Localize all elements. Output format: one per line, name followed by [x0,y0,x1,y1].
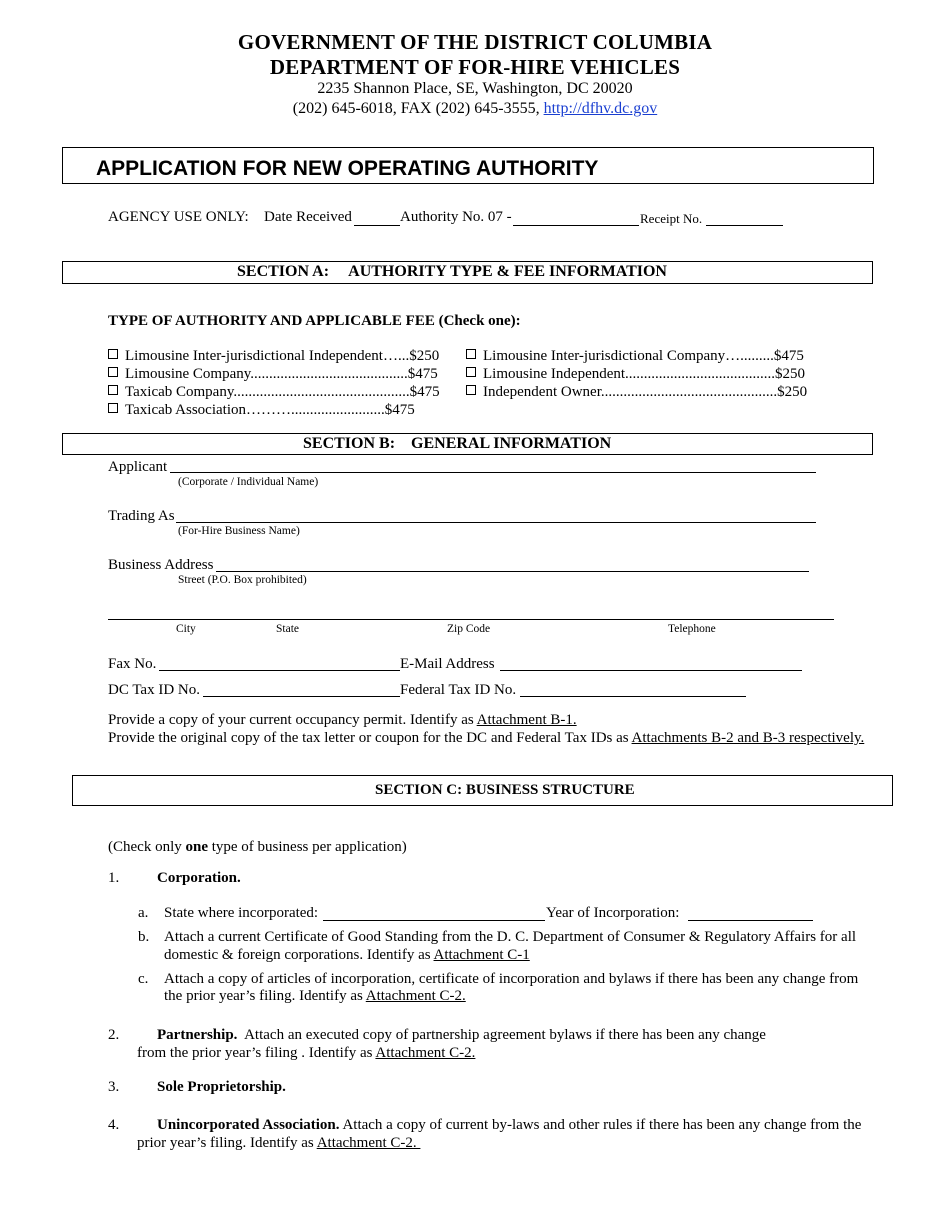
section-c-title: SECTION C: BUSINESS STRUCTURE [375,782,635,798]
partnership-line2: from the prior year’s filing . Identify as Attachment C-2. [137,1045,476,1061]
agency-use-label: AGENCY USE ONLY: [108,209,249,225]
department-name: DEPARTMENT OF FOR-HIRE VEHICLES [269,55,681,79]
attachment-c2: Attachment C-2. [375,1045,476,1061]
option-taxicab-association[interactable]: Taxicab Association……….........................$475 [108,402,415,419]
item3-number: 3. [108,1079,120,1095]
dc-tax-id-label: DC Tax ID No. [108,682,200,698]
occupancy-permit-note: Provide a copy of your current occupancy permit. Identify as Attachment B-1. [108,712,577,728]
unincorporated-line2: prior year’s filing. Identify as Attachment C-2. [137,1135,421,1151]
good-standing-line1: Attach a current Certificate of Good Standing from the D. C. Department of Consumer & Regulatory Affairs for all [164,929,857,945]
fax-field[interactable] [159,670,400,671]
authority-no-field[interactable] [513,225,639,226]
checkbox[interactable] [108,385,118,395]
authority-no-label: Authority No. 07 - [400,209,512,225]
authority-type-heading: TYPE OF AUTHORITY AND APPLICABLE FEE (Check one): [108,313,521,329]
good-standing-line2: domestic & foreign corporations. Identify as Attachment C-1 [164,947,530,963]
phone-fax: (202) 645-6018, FAX (202) 645-3555, [292,100,540,117]
agency-contact [0,100,950,118]
articles-line2: the prior year’s filing. Identify as Attachment C-2. [164,988,466,1004]
section-b-title: SECTION B: GENERAL INFORMATION [303,435,612,452]
unincorporated-association-option[interactable]: Unincorporated Association. [157,1117,340,1133]
business-type-instruction: (Check only one type of business per application) [108,839,407,855]
receipt-no-field[interactable] [706,225,783,226]
applicant-label: Applicant [108,459,168,475]
fax-label: Fax No. [108,656,157,672]
date-received-label: Date Received [264,209,352,225]
checkbox[interactable] [108,349,118,359]
state-incorporated-field[interactable] [323,920,545,921]
option-limousine-company[interactable]: Limousine Company..........................................$475 [108,366,438,383]
agency-name: GOVERNMENT OF THE DISTRICT COLUMBIA [237,30,713,54]
form-title: APPLICATION FOR NEW OPERATING AUTHORITY [96,157,599,180]
email-label: E-Mail Address [400,656,495,672]
unincorporated-line1: Unincorporated Association. Attach a copy of current by-laws and other rules if there has been any change from the [157,1117,862,1133]
city-state-zip-phone-field[interactable] [108,619,834,620]
attachment-c2: Attachment C-2. [316,1135,421,1151]
year-incorporation-field[interactable] [688,920,813,921]
dc-tax-id-field[interactable] [203,696,400,697]
trading-as-field[interactable] [176,522,816,523]
option-limo-interjurisdictional-company[interactable]: Limousine Inter-jurisdictional Company….........$475 [466,348,804,365]
year-incorporation-label: Year of Incorporation: [546,905,680,921]
attachment-b1: Attachment B-1. [476,712,577,728]
sub-c-label: c. [138,971,149,987]
street-hint: Street (P.O. Box prohibited) [178,574,307,586]
trading-as-hint: (For-Hire Business Name) [178,525,300,537]
partnership-option[interactable]: Partnership. [157,1027,238,1043]
attachment-c2: Attachment C-2. [365,988,466,1004]
sub-a-label: a. [138,905,149,921]
partnership-line1: Partnership. Attach an executed copy of partnership agreement bylaws if there has been any change [157,1027,766,1043]
tax-letter-note: Provide the original copy of the tax letter or coupon for the DC and Federal Tax IDs as Attachments B-2 and B-3 respectively. [108,730,865,746]
attachment-c1: Attachment C-1 [433,947,530,963]
business-address-label: Business Address [108,557,214,573]
checkbox[interactable] [466,367,476,377]
articles-line1: Attach a copy of articles of incorporation, certificate of incorporation and bylaws if there has been any change from [164,971,859,987]
trading-as-label: Trading As [108,508,175,524]
checkbox[interactable] [108,403,118,413]
sub-b-label: b. [138,929,150,945]
agency-address: 2235 Shannon Place, SE, Washington, DC 20020 [317,80,633,97]
receipt-no-label: Receipt No. [640,211,703,226]
zip-label: Zip Code [447,623,491,635]
date-received-field[interactable] [354,225,400,226]
applicant-field[interactable] [170,472,816,473]
section-a-title: SECTION A: AUTHORITY TYPE & FEE INFORMATION [237,263,667,280]
state-label: State [276,623,299,635]
option-taxicab-company[interactable]: Taxicab Company...............................................$475 [108,384,440,401]
website-link[interactable]: http://dfhv.dc.gov [543,100,658,117]
option-limo-interjurisdictional-independent[interactable]: Limousine Inter-jurisdictional Independent…...$250 [108,348,439,365]
item2-number: 2. [108,1027,120,1043]
attachments-b2-b3: Attachments B-2 and B-3 respectively. [631,730,865,746]
checkbox[interactable] [466,349,476,359]
item4-number: 4. [108,1117,120,1133]
telephone-label: Telephone [668,623,716,635]
applicant-hint: (Corporate / Individual Name) [178,476,319,488]
federal-tax-id-field[interactable] [520,696,746,697]
email-field[interactable] [500,670,802,671]
option-independent-owner[interactable]: Independent Owner...............................................$250 [466,384,807,401]
option-limousine-independent[interactable]: Limousine Independent........................................$250 [466,366,805,383]
checkbox[interactable] [466,385,476,395]
street-field[interactable] [216,571,809,572]
federal-tax-id-label: Federal Tax ID No. [400,682,517,698]
checkbox[interactable] [108,367,118,377]
state-incorporated-label: State where incorporated: [164,905,319,921]
corporation-option[interactable]: Corporation. [157,870,241,886]
city-label: City [176,623,196,635]
item1-number: 1. [108,870,120,886]
sole-proprietorship-option[interactable]: Sole Proprietorship. [157,1079,286,1095]
